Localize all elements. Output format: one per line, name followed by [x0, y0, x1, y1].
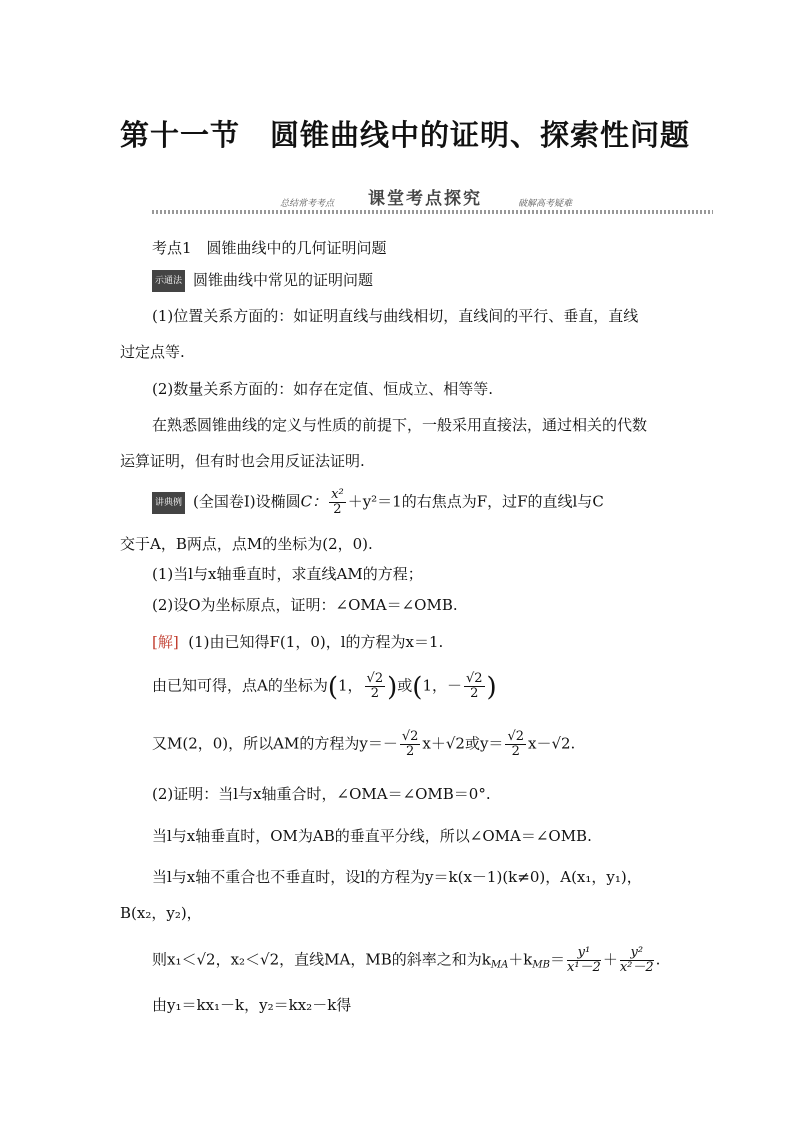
fraction-numerator: √2 [366, 671, 384, 686]
solution-line-6: 当l与x轴不重合也不垂直时，设l的方程为y＝k(x－1)(k≠0)，A(x₁，y₁)， [152, 868, 642, 886]
subscript-ma: MA [490, 959, 509, 971]
paren-open: ( [412, 672, 423, 703]
slope-sum-intro: 则x₁＜√2，x₂＜√2，直线MA，MB的斜率之和为k [152, 950, 491, 969]
fraction-sqrt2-over-2 [505, 730, 526, 759]
paren-close: ) [486, 672, 497, 703]
or-word: 或 [397, 676, 413, 695]
solution-line-7: B(x₂，y₂)， [120, 904, 202, 922]
subscript-mb: MB [532, 959, 550, 971]
point-a-x: 1， [338, 676, 363, 695]
plus-sign: ＋ [602, 950, 618, 969]
fraction-denominator: 2 [370, 686, 379, 701]
paragraph-2: (2)数量关系方面的：如存在定值、恒成立、相等等. [152, 380, 494, 398]
fraction-numerator: y¹ [567, 946, 601, 961]
question-2: (2)设O为坐标原点，证明：∠OMA＝∠OMB. [152, 596, 458, 614]
question-1: (1)当l与x轴垂直时，求直线AM的方程； [152, 565, 423, 583]
fraction-denominator: 2 [333, 502, 342, 517]
fraction-sqrt2-over-2 [400, 730, 421, 759]
solution-step-1: (1)由已知得F(1，0)，l的方程为x＝1. [188, 633, 444, 651]
banner-left: 总结常考考点 [280, 199, 335, 209]
fraction-numerator: √2 [465, 671, 483, 686]
ellipse-name: C： [300, 492, 328, 511]
fraction-denominator: 2 [511, 744, 520, 759]
solution-line-5: 当l与x轴垂直时，OM为AB的垂直平分线，所以∠OMA＝∠OMB. [152, 827, 592, 845]
solution-line-4: (2)证明：当l与x轴重合时，∠OMA＝∠OMB＝0°. [152, 785, 491, 803]
fraction-denominator: x¹－2 [567, 960, 601, 975]
fraction-sqrt2-over-2 [365, 672, 386, 701]
point-heading: 考点1 圆锥曲线中的几何证明问题 [152, 239, 387, 257]
fraction-y2 [620, 946, 654, 975]
paragraph-3a: 在熟悉圆锥曲线的定义与性质的前提下，一般采用直接法，通过相关的代数 [152, 416, 648, 434]
solution-line-1 [152, 632, 443, 652]
fraction-numerator: √2 [507, 729, 524, 744]
equals-sign: ＝ [549, 950, 565, 969]
point-a-alt-x: 1，－ [422, 676, 462, 695]
example-source: (全国卷Ⅰ)设椭圆 [193, 492, 301, 511]
fraction-numerator: y² [620, 946, 654, 961]
paragraph-3b: 运算证明，但有时也会用反证法证明. [120, 452, 365, 470]
plus-k: ＋k [508, 950, 533, 969]
example-statement [152, 488, 604, 517]
page-title [120, 113, 690, 154]
fraction-y1 [567, 946, 601, 975]
am-equation-3: x－√2. [528, 734, 576, 753]
paren-close: ) [387, 672, 398, 703]
example-tag: 讲典例 [152, 492, 185, 514]
period: . [655, 950, 661, 969]
paragraph-1a: (1)位置关系方面的：如证明直线与曲线相切，直线间的平行、垂直，直线 [152, 307, 639, 325]
solution-line-8 [152, 946, 660, 976]
am-equation-1: 又M(2，0)，所以AM的方程为y＝－ [152, 734, 398, 753]
solution-line-3 [152, 730, 575, 759]
point-a-intro: 由已知可得，点A的坐标为 [152, 676, 328, 695]
fraction-denominator: 2 [470, 686, 479, 701]
paren-open: ( [327, 672, 338, 703]
solution-line-2 [152, 672, 497, 701]
fraction-denominator: 2 [405, 744, 415, 759]
section-number: 第十一节 [120, 118, 241, 152]
section-banner [152, 188, 713, 214]
fraction-numerator: x² [331, 487, 344, 502]
fraction-x2-over-2 [329, 488, 346, 517]
method-tag: 示通法 [152, 270, 185, 292]
fraction-numerator: √2 [401, 729, 419, 744]
banner-main: 课堂考点探究 [368, 189, 482, 209]
example-rest: ＋y²＝1的右焦点为F，过F的直线l与C [347, 492, 604, 511]
solution-label: [解] [152, 633, 179, 651]
am-equation-2: x＋√2或y＝ [422, 734, 504, 753]
method-heading [152, 270, 373, 292]
section-topic: 圆锥曲线中的证明、探索性问题 [270, 118, 691, 152]
banner-right: 破解高考疑难 [518, 199, 573, 209]
method-heading-text: 圆锥曲线中常见的证明问题 [193, 271, 374, 289]
banner-divider [152, 210, 713, 214]
fraction-sqrt2-over-2 [464, 672, 485, 701]
fraction-denominator: x²－2 [619, 960, 654, 975]
example-line-2: 交于A，B两点，点M的坐标为(2，0). [120, 535, 373, 553]
paragraph-1b: 过定点等. [120, 343, 185, 361]
solution-line-9: 由y₁＝kx₁－k，y₂＝kx₂－k得 [152, 996, 352, 1014]
